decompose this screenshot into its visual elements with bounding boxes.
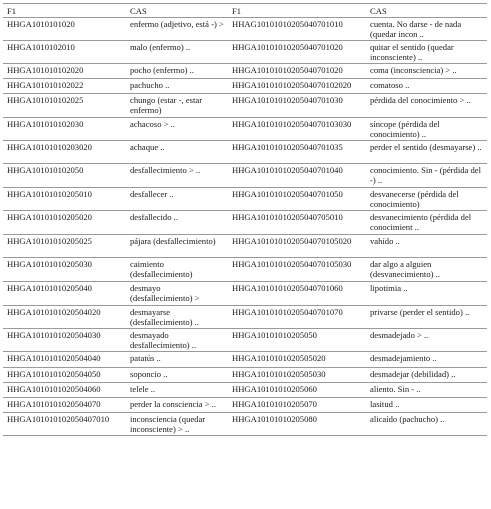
term-cell: enfermo (adjetivo, está -) > xyxy=(118,18,228,41)
table-row xyxy=(3,64,487,79)
header-cas: CAS xyxy=(366,4,487,18)
code-cell: HHGA1010101020504070103030 xyxy=(228,118,366,141)
header-f1: F1 xyxy=(228,4,366,18)
term-cell: perder la consciencia > .. xyxy=(118,398,228,413)
table-row xyxy=(3,235,487,258)
term-cell: vahído .. xyxy=(366,235,487,258)
term-cell: quitar el sentido (quedar inconsciente) .. xyxy=(366,41,487,64)
code-cell: HHGA1010101020 xyxy=(3,18,118,41)
code-cell: HHGA1010101020504020 xyxy=(3,306,118,329)
code-cell: HHGA101010102022 xyxy=(3,79,118,94)
code-cell: HHGA10101010205070 xyxy=(228,398,366,413)
table-row xyxy=(3,383,487,398)
table-body xyxy=(3,18,487,436)
code-cell: HHGA1010101020505030 xyxy=(228,368,366,383)
term-cell: desfallecer .. xyxy=(118,188,228,211)
table-row xyxy=(3,352,487,368)
code-cell: HHGA10101010205025 xyxy=(3,235,118,258)
table-row xyxy=(3,18,487,41)
code-cell: HHGA10101010205040701020 xyxy=(228,64,366,79)
code-cell: HHGA101010102025 xyxy=(3,94,118,118)
term-cell: patatús .. xyxy=(118,352,228,368)
term-cell: perder el sentido (desmayarse) .. xyxy=(366,141,487,164)
term-cell: pájara (desfallecimiento) xyxy=(118,235,228,258)
code-cell: HHGA1010101020504050 xyxy=(3,368,118,383)
code-cell: HHGA10101010205040701020 xyxy=(228,41,366,64)
term-cell: pachucho .. xyxy=(118,79,228,94)
header-cas: CAS xyxy=(118,4,228,18)
code-cell: HHGA10101010203020 xyxy=(3,141,118,164)
table-row xyxy=(3,413,487,436)
table-row xyxy=(3,164,487,188)
code-cell: HHGA10101010205040701035 xyxy=(228,141,366,164)
term-cell: achaque .. xyxy=(118,141,228,164)
code-cell: HHGA10101010205040 xyxy=(3,282,118,306)
term-cell: coma (inconsciencia) > .. xyxy=(366,64,487,79)
table-row xyxy=(3,79,487,94)
term-cell: conocimiento. Sin - (pérdida del -) .. xyxy=(366,164,487,188)
code-cell: HHAG10101010205040701010 xyxy=(228,18,366,41)
code-cell: HHGA101010102030 xyxy=(3,118,118,141)
table-row xyxy=(3,258,487,282)
term-cell: pocho (enfermo) .. xyxy=(118,64,228,79)
code-cell: HHGA1010101020505020 xyxy=(228,352,366,368)
term-cell: desfallecido .. xyxy=(118,211,228,235)
term-cell: aliento. Sin - .. xyxy=(366,383,487,398)
term-cell: desfallecimiento > .. xyxy=(118,164,228,188)
term-cell: malo (enfermo) .. xyxy=(118,41,228,64)
table-row xyxy=(3,398,487,413)
table-row xyxy=(3,141,487,164)
code-cell: HHGA10101010205080 xyxy=(228,413,366,436)
code-cell: HHGA10101010205040701060 xyxy=(228,282,366,306)
term-cell: desvanecerse (pérdida del conocimiento) xyxy=(366,188,487,211)
code-cell: HHGA10101010205040701030 xyxy=(228,94,366,118)
term-cell: desmayo (desfallecimiento) > xyxy=(118,282,228,306)
term-cell: chungo (estar -, estar enfermo) xyxy=(118,94,228,118)
term-cell: comatoso .. xyxy=(366,79,487,94)
term-cell: soponcio .. xyxy=(118,368,228,383)
code-cell: HHGA1010101020504070105020 xyxy=(228,235,366,258)
term-cell: desvanecimiento (pérdida del conocimient .. xyxy=(366,211,487,235)
code-cell: HHGA10101010205040701070 xyxy=(228,306,366,329)
term-cell: desmadejamiento .. xyxy=(366,352,487,368)
term-cell: achacoso > .. xyxy=(118,118,228,141)
code-cell: HHGA101010102020 xyxy=(3,64,118,79)
vocabulary-table xyxy=(3,3,487,436)
code-cell: HHGA10101010205030 xyxy=(3,258,118,282)
term-cell: dar algo a alguien (desvanecimiento) .. xyxy=(366,258,487,282)
code-cell: HHGA10101010205040701040 xyxy=(228,164,366,188)
table-row xyxy=(3,306,487,329)
code-cell: HHGA1010101020504040 xyxy=(3,352,118,368)
term-cell: privarse (perder el sentido) .. xyxy=(366,306,487,329)
code-cell: HHGA10101010205050 xyxy=(228,329,366,352)
table-row xyxy=(3,94,487,118)
code-cell: HHGA10101010205010 xyxy=(3,188,118,211)
term-cell: desmadejar (debilidad) .. xyxy=(366,368,487,383)
term-cell: inconsciencia (quedar inconsciente) > .. xyxy=(118,413,228,436)
code-cell: HHGA10101010205040701050 xyxy=(228,188,366,211)
term-cell: desmayado desfallecimiento) .. xyxy=(118,329,228,352)
term-cell: desmayarse (desfallecimiento) .. xyxy=(118,306,228,329)
term-cell: síncope (pérdida del conocimiento) .. xyxy=(366,118,487,141)
code-cell: HHGA101010102050 xyxy=(3,164,118,188)
term-cell: telele .. xyxy=(118,383,228,398)
table-header-row xyxy=(3,4,487,18)
term-cell: pérdida del conocimiento > .. xyxy=(366,94,487,118)
table-row xyxy=(3,329,487,352)
code-cell: HHGA1010101020504060 xyxy=(3,383,118,398)
term-cell: cuenta. No darse - de nada (quedar incon .. xyxy=(366,18,487,41)
code-cell: HHGA1010101020504030 xyxy=(3,329,118,352)
code-cell: HHGA10101010205020 xyxy=(3,211,118,235)
code-cell: HHGA1010101020504070102020 xyxy=(228,79,366,94)
term-cell: alicaído (pachucho) .. xyxy=(366,413,487,436)
code-cell: HHGA1010102010 xyxy=(3,41,118,64)
code-cell: HHGA101010102050407010 xyxy=(3,413,118,436)
code-cell: HHGA1010101020504070 xyxy=(3,398,118,413)
term-cell: desmadejado > .. xyxy=(366,329,487,352)
table-row xyxy=(3,211,487,235)
term-cell: caimiento (desfallecimiento) xyxy=(118,258,228,282)
code-cell: HHGA1010101020504070105030 xyxy=(228,258,366,282)
table-row xyxy=(3,282,487,306)
code-cell: HHGA10101010205040705010 xyxy=(228,211,366,235)
table-row xyxy=(3,118,487,141)
table-row xyxy=(3,368,487,383)
header-f1: F1 xyxy=(3,4,118,18)
table-row xyxy=(3,41,487,64)
table-row xyxy=(3,188,487,211)
code-cell: HHGA10101010205060 xyxy=(228,383,366,398)
term-cell: lipotimia .. xyxy=(366,282,487,306)
term-cell: lasitud .. xyxy=(366,398,487,413)
